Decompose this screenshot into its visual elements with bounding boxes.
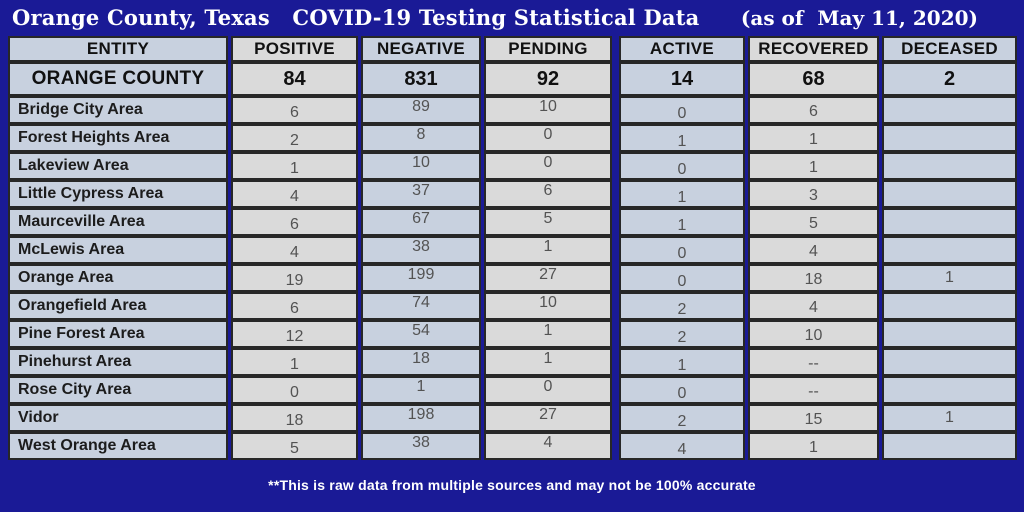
entity-cell [8, 432, 228, 460]
header-cell-pending [484, 36, 612, 62]
entity-cell [8, 320, 228, 348]
positive-cell [231, 236, 358, 264]
column-entity [8, 36, 228, 460]
negative-cell-label: 38 [412, 434, 430, 451]
positive-cell-label: 0 [290, 384, 299, 401]
column-negative [361, 36, 481, 460]
entity-cell-label: Orange Area [18, 269, 114, 286]
pending-cell [484, 96, 612, 124]
entity-cell [8, 236, 228, 264]
summary-cell-positive-label: 84 [283, 67, 306, 90]
recovered-cell-label: 6 [809, 103, 818, 120]
entity-cell-label: Pinehurst Area [18, 353, 132, 370]
summary-cell-negative [361, 62, 481, 96]
header-cell-negative [361, 36, 481, 62]
header-cell-recovered-label: RECOVERED [758, 39, 869, 58]
positive-cell-label: 4 [290, 244, 299, 261]
entity-cell [8, 292, 228, 320]
recovered-cell [748, 96, 879, 124]
summary-cell-pending-label: 92 [536, 67, 560, 90]
active-cell-label: 1 [677, 189, 687, 206]
pending-cell-label: 0 [543, 378, 553, 395]
active-cell [619, 432, 745, 460]
entity-cell-label: Bridge City Area [18, 101, 143, 118]
pending-cell-label: 10 [539, 294, 557, 311]
entity-cell-label: Vidor [18, 409, 59, 426]
recovered-cell [748, 152, 879, 180]
active-cell-label: 0 [677, 245, 687, 262]
deceased-cell [882, 376, 1017, 404]
positive-cell [231, 124, 358, 152]
pending-cell [484, 208, 612, 236]
active-cell [619, 348, 745, 376]
header-cell-negative-label: NEGATIVE [376, 39, 466, 58]
column-positive [231, 36, 358, 460]
deceased-cell [882, 320, 1017, 348]
summary-cell-deceased [882, 62, 1017, 96]
negative-cell-label: 8 [416, 126, 426, 143]
positive-cell-label: 19 [285, 272, 304, 289]
recovered-cell [748, 348, 879, 376]
entity-cell [8, 348, 228, 376]
pending-cell-label: 1 [543, 322, 553, 339]
negative-cell [361, 152, 481, 180]
deceased-cell [882, 96, 1017, 124]
entity-cell [8, 208, 228, 236]
column-pending [484, 36, 612, 460]
pending-cell [484, 432, 612, 460]
recovered-cell [748, 432, 879, 460]
pending-cell [484, 320, 612, 348]
negative-cell [361, 292, 481, 320]
deceased-cell [882, 348, 1017, 376]
positive-cell-label: 4 [290, 188, 299, 205]
header-cell-positive [231, 36, 358, 62]
deceased-cell [882, 432, 1017, 460]
pending-cell-label: 0 [543, 154, 553, 171]
active-cell-label: 0 [677, 273, 687, 290]
negative-cell [361, 432, 481, 460]
recovered-cell [748, 208, 879, 236]
pending-cell-label: 27 [539, 266, 557, 283]
deceased-cell [882, 208, 1017, 236]
negative-cell-label: 18 [412, 350, 430, 367]
active-cell-label: 0 [677, 105, 687, 122]
pending-cell-label: 5 [543, 210, 553, 227]
header-cell-positive-label: POSITIVE [254, 39, 335, 58]
pending-cell [484, 292, 612, 320]
positive-cell-label: 18 [285, 412, 304, 429]
positive-cell-label: 6 [290, 300, 299, 317]
positive-cell [231, 264, 358, 292]
pending-cell [484, 236, 612, 264]
active-cell [619, 180, 745, 208]
negative-cell [361, 404, 481, 432]
active-cell [619, 320, 745, 348]
negative-cell-label: 89 [412, 98, 430, 115]
negative-cell-label: 54 [412, 322, 430, 339]
pending-cell-label: 10 [539, 98, 557, 115]
recovered-cell-label: -- [808, 383, 819, 400]
positive-cell [231, 152, 358, 180]
footer [0, 462, 1024, 495]
entity-cell-label: McLewis Area [18, 241, 125, 258]
recovered-cell [748, 376, 879, 404]
active-cell [619, 264, 745, 292]
entity-cell [8, 376, 228, 404]
recovered-cell-label: 1 [809, 159, 818, 176]
entity-cell-label: Forest Heights Area [18, 129, 170, 146]
positive-cell [231, 432, 358, 460]
active-cell-label: 4 [677, 441, 687, 458]
recovered-cell-label: 4 [809, 299, 818, 316]
recovered-cell [748, 236, 879, 264]
negative-cell [361, 208, 481, 236]
positive-cell-label: 1 [290, 160, 299, 177]
active-cell [619, 236, 745, 264]
active-cell [619, 124, 745, 152]
summary-cell-pending [484, 62, 612, 96]
summary-cell-positive [231, 62, 358, 96]
pending-cell-label: 0 [543, 126, 553, 143]
recovered-cell-label: 1 [809, 131, 818, 148]
pending-cell-label: 27 [539, 406, 557, 423]
negative-cell [361, 236, 481, 264]
recovered-cell-label: 4 [809, 243, 818, 260]
summary-cell-active [619, 62, 745, 96]
entity-cell [8, 152, 228, 180]
covid-table [8, 36, 1017, 460]
entity-cell-label: Lakeview Area [18, 157, 129, 174]
pending-cell [484, 376, 612, 404]
positive-cell [231, 292, 358, 320]
column-deceased [882, 36, 1017, 460]
pending-cell [484, 264, 612, 292]
entity-cell [8, 404, 228, 432]
pending-cell [484, 180, 612, 208]
negative-cell [361, 376, 481, 404]
negative-cell-label: 1 [416, 378, 426, 395]
recovered-cell [748, 292, 879, 320]
recovered-cell-label: 5 [809, 215, 818, 232]
active-cell-label: 1 [677, 357, 687, 374]
header-cell-pending-label: PENDING [508, 39, 588, 58]
deceased-cell [882, 236, 1017, 264]
pending-cell [484, 152, 612, 180]
entity-cell [8, 180, 228, 208]
negative-cell [361, 96, 481, 124]
positive-cell [231, 376, 358, 404]
recovered-cell-label: -- [808, 355, 819, 372]
deceased-cell [882, 180, 1017, 208]
deceased-cell [882, 404, 1017, 432]
positive-cell-label: 5 [290, 440, 299, 457]
positive-cell-label: 6 [290, 104, 299, 121]
negative-cell-label: 10 [412, 154, 430, 171]
active-cell [619, 404, 745, 432]
active-cell-label: 2 [677, 301, 687, 318]
pending-cell-label: 4 [543, 434, 553, 451]
entity-cell [8, 264, 228, 292]
entity-cell-label: Little Cypress Area [18, 185, 164, 202]
positive-cell [231, 96, 358, 124]
active-cell-label: 0 [677, 385, 687, 402]
pending-cell-label: 6 [543, 182, 553, 199]
positive-cell [231, 208, 358, 236]
header-cell-active [619, 36, 745, 62]
column-active [619, 36, 745, 460]
positive-cell-label: 6 [290, 216, 299, 233]
negative-cell-label: 199 [407, 266, 435, 283]
header-cell-recovered [748, 36, 879, 62]
entity-cell-label: Maurceville Area [18, 213, 145, 230]
header-cell-entity [8, 36, 228, 62]
deceased-cell [882, 124, 1017, 152]
disclaimer-text: **This is raw data from multiple sources and may not be 100% accurate [268, 477, 756, 493]
header-cell-entity-label: ENTITY [86, 39, 150, 58]
active-cell [619, 96, 745, 124]
negative-cell [361, 124, 481, 152]
column-recovered [748, 36, 879, 460]
positive-cell-label: 2 [290, 132, 299, 149]
summary-cell-recovered-label: 68 [802, 67, 825, 90]
header-cell-deceased-label: DECEASED [901, 39, 998, 58]
positive-cell [231, 404, 358, 432]
negative-cell [361, 180, 481, 208]
deceased-cell-label: 1 [945, 269, 954, 286]
recovered-cell [748, 124, 879, 152]
summary-cell-recovered [748, 62, 879, 96]
pending-cell [484, 404, 612, 432]
recovered-cell [748, 320, 879, 348]
summary-cell-entity [8, 62, 228, 96]
active-cell [619, 208, 745, 236]
positive-cell [231, 180, 358, 208]
entity-cell-label: Rose City Area [18, 381, 132, 398]
active-cell [619, 376, 745, 404]
header-cell-active-label: ACTIVE [649, 39, 715, 58]
pending-cell [484, 348, 612, 376]
recovered-cell-label: 10 [804, 327, 823, 344]
pending-cell-label: 1 [543, 238, 553, 255]
summary-cell-active-label: 14 [670, 67, 694, 90]
recovered-cell-label: 18 [804, 271, 823, 288]
negative-cell-label: 38 [412, 238, 430, 255]
active-cell-label: 2 [677, 329, 687, 346]
summary-cell-negative-label: 831 [404, 67, 438, 90]
header-cell-deceased [882, 36, 1017, 62]
negative-cell-label: 74 [412, 294, 430, 311]
deceased-cell [882, 264, 1017, 292]
active-cell [619, 292, 745, 320]
positive-cell-label: 1 [290, 356, 299, 373]
negative-cell-label: 67 [412, 210, 430, 227]
recovered-cell [748, 180, 879, 208]
entity-cell-label: Pine Forest Area [18, 325, 145, 342]
negative-cell-label: 37 [412, 182, 430, 199]
summary-cell-deceased-label: 2 [943, 67, 956, 90]
title-bar [0, 0, 1024, 35]
negative-cell [361, 320, 481, 348]
entity-cell-label: West Orange Area [18, 437, 156, 454]
entity-cell-label: Orangefield Area [18, 297, 147, 314]
deceased-cell [882, 292, 1017, 320]
as-of-date: (as of May 11, 2020) [740, 5, 978, 30]
recovered-cell-label: 15 [804, 411, 823, 428]
recovered-cell [748, 404, 879, 432]
negative-cell [361, 264, 481, 292]
negative-cell-label: 198 [407, 406, 435, 423]
deceased-cell-label: 1 [945, 409, 954, 426]
recovered-cell [748, 264, 879, 292]
summary-cell-entity-label: ORANGE COUNTY [31, 68, 205, 89]
entity-cell [8, 96, 228, 124]
pending-cell [484, 124, 612, 152]
positive-cell [231, 348, 358, 376]
recovered-cell-label: 3 [809, 187, 818, 204]
pending-cell-label: 1 [543, 350, 553, 367]
active-cell-label: 1 [677, 217, 687, 234]
active-cell-label: 0 [677, 161, 687, 178]
active-cell-label: 2 [677, 413, 687, 430]
entity-cell [8, 124, 228, 152]
positive-cell [231, 320, 358, 348]
page-title: Orange County, Texas COVID-19 Testing Statistical Data [12, 5, 700, 30]
positive-cell-label: 12 [285, 328, 304, 345]
active-cell-label: 1 [677, 133, 687, 150]
negative-cell [361, 348, 481, 376]
deceased-cell [882, 152, 1017, 180]
active-cell [619, 152, 745, 180]
recovered-cell-label: 1 [809, 439, 818, 456]
